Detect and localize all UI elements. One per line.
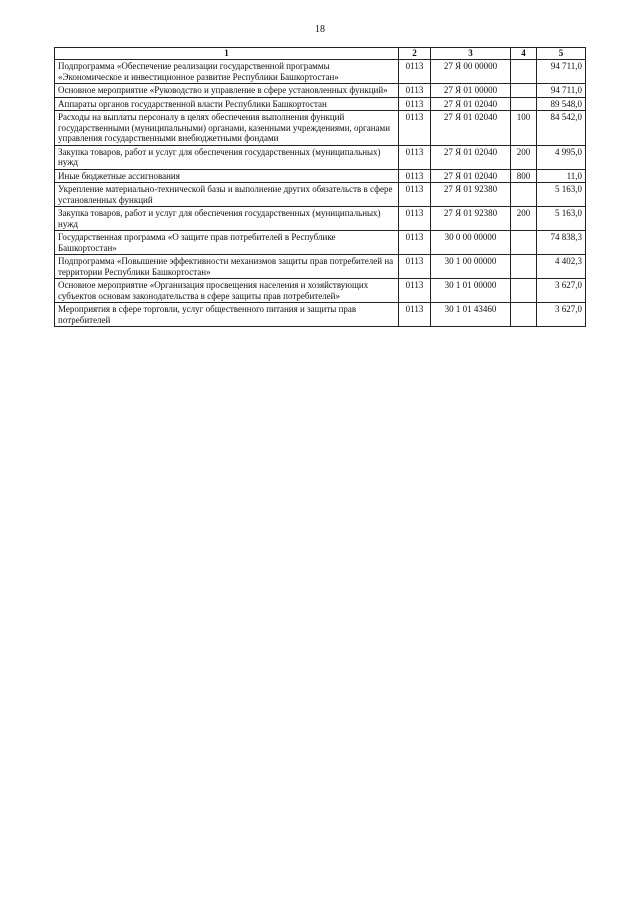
row-type-cell: [511, 279, 537, 303]
row-name-cell: Подпрограмма «Обеспечение реализации государственной программы «Экономическое и инвестиционное развитие Республики Башкортостан»: [55, 60, 399, 84]
budget-table: [54, 47, 586, 327]
row-type-cell: 200: [511, 207, 537, 231]
row-target-cell: 30 1 01 43460: [431, 303, 511, 327]
row-amount-cell: 11,0: [537, 169, 586, 183]
row-type-cell: [511, 255, 537, 279]
row-target-cell: 30 1 00 00000: [431, 255, 511, 279]
row-type-cell: [511, 183, 537, 207]
row-type-cell: 800: [511, 169, 537, 183]
row-target-cell: 27 Я 01 92380: [431, 183, 511, 207]
row-amount-cell: 3 627,0: [537, 279, 586, 303]
column-header-5: 5: [537, 48, 586, 60]
column-header-2: 2: [399, 48, 431, 60]
row-target-cell: 30 0 00 00000: [431, 231, 511, 255]
page-number: 18: [315, 24, 325, 35]
row-name-cell: Расходы на выплаты персоналу в целях обеспечения выполнения функций государственными (муниципальными) органами, казенными учреждениями, органами управления государственными внебюджетными фондами: [55, 111, 399, 146]
row-section-cell: 0113: [399, 303, 431, 327]
row-type-cell: [511, 60, 537, 84]
row-amount-cell: 5 163,0: [537, 207, 586, 231]
table-row: [55, 279, 586, 303]
row-amount-cell: 74 838,3: [537, 231, 586, 255]
table-row: [55, 255, 586, 279]
row-type-cell: [511, 97, 537, 111]
row-amount-cell: 89 548,0: [537, 97, 586, 111]
column-header-1: 1: [55, 48, 399, 60]
row-name-cell: Мероприятия в сфере торговли, услуг общественного питания и защиты прав потребителей: [55, 303, 399, 327]
table-row: [55, 97, 586, 111]
row-target-cell: 27 Я 01 02040: [431, 169, 511, 183]
row-name-cell: Подпрограмма «Повышение эффективности механизмов защиты прав потребителей на территории Республики Башкортостан»: [55, 255, 399, 279]
table-row: [55, 303, 586, 327]
table-body: [55, 60, 586, 327]
table-row: [55, 169, 586, 183]
table-row: [55, 111, 586, 146]
row-name-cell: Государственная программа «О защите прав потребителей в Республике Башкортостан»: [55, 231, 399, 255]
row-target-cell: 27 Я 01 00000: [431, 84, 511, 98]
row-section-cell: 0113: [399, 207, 431, 231]
row-amount-cell: 3 627,0: [537, 303, 586, 327]
row-section-cell: 0113: [399, 145, 431, 169]
table-row: [55, 84, 586, 98]
row-section-cell: 0113: [399, 279, 431, 303]
row-section-cell: 0113: [399, 231, 431, 255]
row-section-cell: 0113: [399, 84, 431, 98]
row-amount-cell: 94 711,0: [537, 84, 586, 98]
row-target-cell: 27 Я 01 02040: [431, 97, 511, 111]
table-header-row: [55, 48, 586, 60]
row-target-cell: 27 Я 01 02040: [431, 111, 511, 146]
row-name-cell: Закупка товаров, работ и услуг для обеспечения государственных (муниципальных) нужд: [55, 145, 399, 169]
table-row: [55, 183, 586, 207]
table-row: [55, 231, 586, 255]
row-type-cell: 200: [511, 145, 537, 169]
row-amount-cell: 94 711,0: [537, 60, 586, 84]
row-target-cell: 27 Я 01 92380: [431, 207, 511, 231]
row-amount-cell: 4 995,0: [537, 145, 586, 169]
row-section-cell: 0113: [399, 60, 431, 84]
row-target-cell: 27 Я 00 00000: [431, 60, 511, 84]
row-section-cell: 0113: [399, 255, 431, 279]
row-target-cell: 30 1 01 00000: [431, 279, 511, 303]
row-section-cell: 0113: [399, 111, 431, 146]
row-amount-cell: 4 402,3: [537, 255, 586, 279]
row-name-cell: Закупка товаров, работ и услуг для обеспечения государственных (муниципальных) нужд: [55, 207, 399, 231]
column-header-4: 4: [511, 48, 537, 60]
row-section-cell: 0113: [399, 97, 431, 111]
column-header-3: 3: [431, 48, 511, 60]
row-target-cell: 27 Я 01 02040: [431, 145, 511, 169]
table-row: [55, 60, 586, 84]
row-name-cell: Основное мероприятие «Организация просвещения населения и хозяйствующих субъектов основам законодательства в сфере защиты прав потребителей»: [55, 279, 399, 303]
row-section-cell: 0113: [399, 183, 431, 207]
row-amount-cell: 5 163,0: [537, 183, 586, 207]
row-type-cell: [511, 231, 537, 255]
row-type-cell: 100: [511, 111, 537, 146]
row-type-cell: [511, 303, 537, 327]
row-name-cell: Аппараты органов государственной власти Республики Башкортостан: [55, 97, 399, 111]
table-row: [55, 145, 586, 169]
row-type-cell: [511, 84, 537, 98]
row-name-cell: Иные бюджетные ассигнования: [55, 169, 399, 183]
table-row: [55, 207, 586, 231]
row-name-cell: Основное мероприятие «Руководство и управление в сфере установленных функций»: [55, 84, 399, 98]
row-name-cell: Укрепление материально-технической базы и выполнение других обязательств в сфере установленных функций: [55, 183, 399, 207]
row-amount-cell: 84 542,0: [537, 111, 586, 146]
row-section-cell: 0113: [399, 169, 431, 183]
